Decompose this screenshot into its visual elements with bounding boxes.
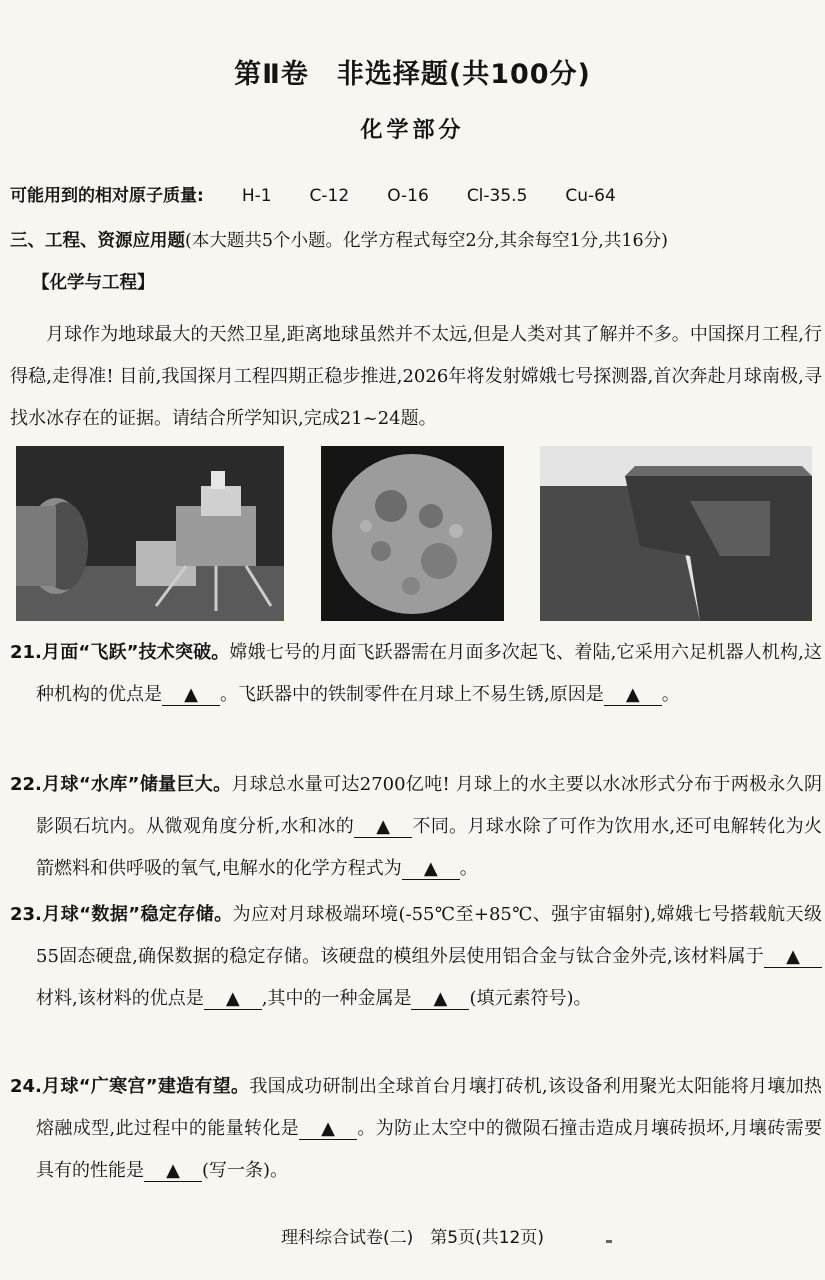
page-title: 第Ⅱ卷 非选择题(共100分) bbox=[234, 59, 591, 90]
question-number: 21. bbox=[10, 642, 42, 663]
atomic-mass-label: 可能用到的相对原子质量: bbox=[10, 186, 204, 206]
question-text: 。为防止太空中的微陨石撞击造成月壤砖损坏,月壤砖需要具有的性能是 bbox=[36, 1118, 822, 1181]
question-text: 材料,该材料的优点是 bbox=[36, 988, 204, 1009]
photo-moon bbox=[321, 446, 504, 621]
answer-blank[interactable]: ▲ bbox=[354, 817, 412, 838]
subsection-heading: 【化学与工程】 bbox=[32, 273, 155, 293]
question-text: 嫦娥七号的月面飞跃器需在月面多次起飞、着陆,它采用六足机器人机构,这种机构的优点是 bbox=[36, 642, 822, 705]
question-text: 。 bbox=[661, 684, 680, 705]
answer-blank[interactable]: ▲ bbox=[402, 859, 460, 880]
answer-blank[interactable]: ▲ bbox=[162, 685, 220, 706]
question-number: 23. bbox=[10, 904, 42, 925]
element-mass: H-1 bbox=[241, 186, 272, 206]
question-24 bbox=[10, 1066, 822, 1192]
question-21 bbox=[10, 632, 822, 716]
question-head: 月球“广寒宫”建造有望。 bbox=[41, 1076, 250, 1097]
page-footer: 理科综合试卷(二) 第5页(共12页) bbox=[281, 1228, 544, 1248]
question-text: 不同。月球水除了可作为饮用水,还可电解转化为火箭燃料和供呼吸的氧气,电解水的化学方程式为 bbox=[36, 816, 822, 879]
element-mass: Cl-35.5 bbox=[466, 186, 528, 206]
question-22 bbox=[10, 764, 822, 890]
answer-blank[interactable]: ▲ bbox=[604, 685, 662, 706]
question-number: 24. bbox=[10, 1076, 42, 1097]
answer-blank[interactable]: ▲ bbox=[204, 989, 262, 1010]
question-text: 月球总水量可达2700亿吨! 月球上的水主要以水冰形式分布于两极永久阴影陨石坑内。从微观角度分析,水和冰的 bbox=[36, 774, 822, 837]
question-head: 月球“水库”储量巨大。 bbox=[41, 774, 232, 795]
question-number: 22. bbox=[10, 774, 42, 795]
question-23 bbox=[10, 894, 822, 1020]
photo-lunar-lander bbox=[16, 446, 284, 621]
answer-blank[interactable]: ▲ bbox=[144, 1161, 202, 1182]
question-head: 月面“飞跃”技术突破。 bbox=[41, 642, 230, 663]
answer-blank[interactable]: ▲ bbox=[411, 989, 469, 1010]
question-text: 。 bbox=[459, 858, 478, 879]
section-subtitle: 化学部分 bbox=[360, 118, 465, 143]
scan-speck bbox=[606, 1240, 612, 1243]
answer-blank[interactable]: ▲ bbox=[764, 947, 822, 968]
element-mass: C-12 bbox=[309, 186, 350, 206]
question-text: (填元素符号)。 bbox=[469, 988, 592, 1009]
question-text: 为应对月球极端环境(-55℃至+85℃、强宇宙辐射),嫦娥七号搭载航天级55固态硬盘,确保数据的稳定存储。该硬盘的模组外层使用铝合金与钛合金外壳,该材料属于 bbox=[36, 904, 822, 967]
intro-paragraph: 月球作为地球最大的天然卫星,距离地球虽然并不太远,但是人类对其了解并不多。中国探月工程,行得稳,走得准! 目前,我国探月工程四期正稳步推进,2026年将发射嫦娥七号探测器,首次奔赴月球南极,寻找水冰存在的证据。请结合所学知识,完成21~24题。 bbox=[10, 324, 822, 429]
element-mass: Cu-64 bbox=[565, 186, 616, 206]
section-heading bbox=[10, 229, 820, 253]
question-head: 月球“数据”稳定存储。 bbox=[41, 904, 233, 925]
section-title: 三、工程、资源应用题 bbox=[10, 231, 185, 251]
section-note: (本大题共5个小题。化学方程式每空2分,其余每空1分,共16分) bbox=[185, 231, 668, 251]
answer-blank[interactable]: ▲ bbox=[299, 1119, 357, 1140]
question-text: ,其中的一种金属是 bbox=[261, 988, 412, 1009]
atomic-mass-line bbox=[10, 184, 820, 208]
question-text: 我国成功研制出全球首台月壤打砖机,该设备利用聚光太阳能将月壤加热熔融成型,此过程中的能量转化是 bbox=[36, 1076, 822, 1139]
photo-lunar-brick bbox=[540, 446, 812, 621]
element-mass: O-16 bbox=[387, 186, 429, 206]
question-text: 。飞跃器中的铁制零件在月球上不易生锈,原因是 bbox=[220, 684, 604, 705]
question-text: (写一条)。 bbox=[202, 1160, 289, 1181]
